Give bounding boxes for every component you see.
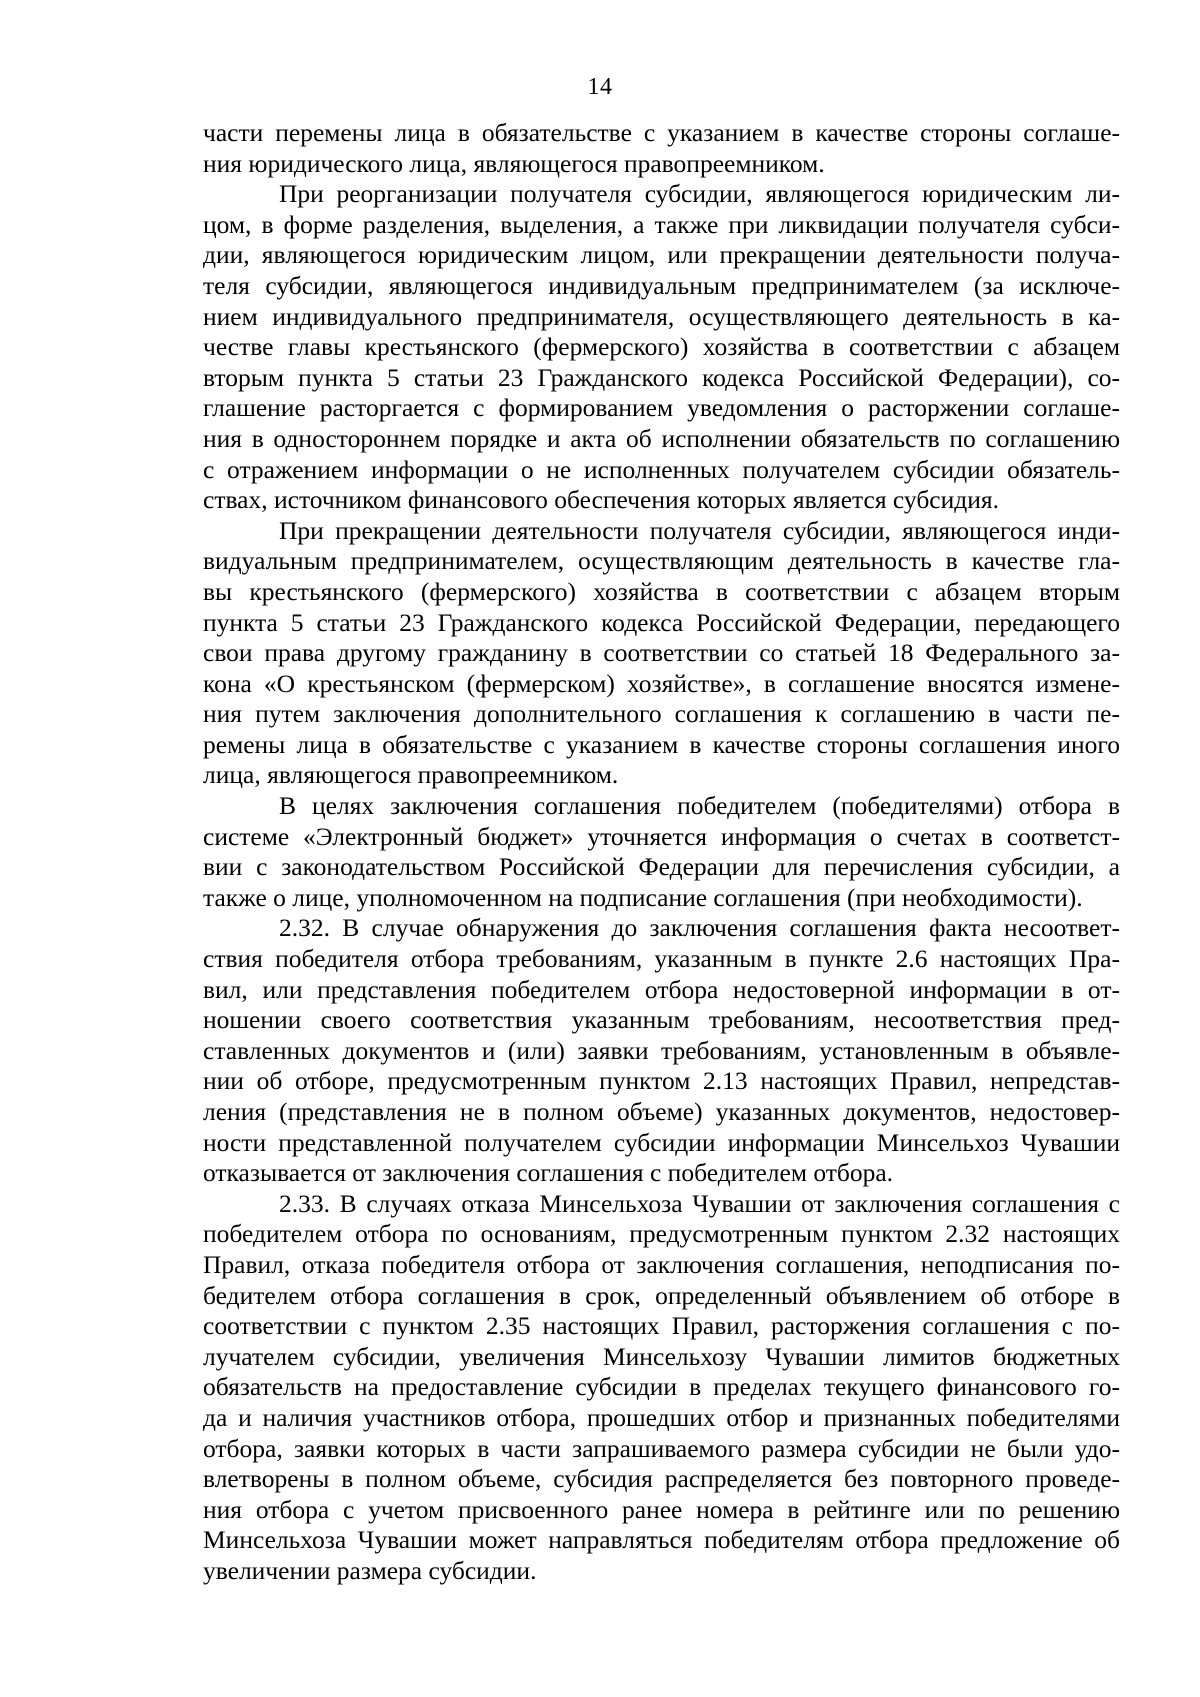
text-line: вии с законодательством Российской Федерации для перечисления субсидии, а xyxy=(203,852,1120,882)
text-line: свои права другому гражданину в соответствии со статьей 18 Федерального за- xyxy=(203,638,1120,668)
text-line: вторым пункта 5 статьи 23 Гражданского кодекса Российской Федерации), со- xyxy=(203,362,1120,392)
text-line: соответствии с пунктом 2.35 настоящих Правил, расторжения соглашения с по- xyxy=(203,1311,1120,1341)
text-line: увеличении размера субсидии. xyxy=(203,1555,537,1585)
text-line: ствах, источником финансового обеспечения которых является субсидия. xyxy=(203,485,999,515)
text-line: бедителем отбора соглашения в срок, определенный объявлением об отборе в xyxy=(203,1280,1120,1310)
text-line: ния юридического лица, являющегося правопреемником. xyxy=(203,148,825,178)
text-line: отбора, заявки которых в части запрашиваемого размера субсидии не были удо- xyxy=(203,1433,1120,1463)
text-line: 2.33. В случаях отказа Минсельхоза Чувашии от заключения соглашения с xyxy=(279,1188,1120,1218)
text-line: Минсельхоза Чувашии может направляться победителям отбора предложение об xyxy=(203,1525,1120,1555)
text-line: ния отбора с учетом присвоенного ранее номера в рейтинге или по решению xyxy=(203,1494,1120,1524)
text-line: вил, или представления победителем отбора недостоверной информации в от- xyxy=(203,974,1120,1004)
text-line: ния путем заключения дополнительного соглашения к соглашению в части пе- xyxy=(203,699,1120,729)
text-line: ния в одностороннем порядке и акта об исполнении обязательств по соглашению xyxy=(203,423,1120,453)
text-line: Правил, отказа победителя отбора от заключения соглашения, неподписания по- xyxy=(203,1249,1120,1279)
text-line: обязательств на предоставление субсидии в пределах текущего финансового го- xyxy=(203,1372,1120,1402)
text-line: 2.32. В случае обнаружения до заключения соглашения факта несоответ- xyxy=(279,913,1120,943)
text-line: цом, в форме разделения, выделения, а также при ликвидации получателя субси- xyxy=(203,209,1120,239)
text-line: нии об отборе, предусмотренным пунктом 2.13 настоящих Правил, непредстав- xyxy=(203,1066,1120,1096)
text-line: нием индивидуального предпринимателя, осуществляющего деятельность в ка- xyxy=(203,301,1120,331)
text-line: При прекращении деятельности получателя субсидии, являющегося инди- xyxy=(279,515,1120,545)
text-line: При реорганизации получателя субсидии, являющегося юридическим ли- xyxy=(279,179,1120,209)
text-line: отказывается от заключения соглашения с победителем отбора. xyxy=(203,1158,894,1188)
text-line: честве главы крестьянского (фермерского) хозяйства в соответствии с абзацем xyxy=(203,332,1120,362)
text-line: глашение расторгается с формированием уведомления о расторжении соглаше- xyxy=(203,393,1120,423)
paragraph xyxy=(203,1189,1120,1587)
text-line: также о лице, уполномоченном на подписание соглашения (при необходимости). xyxy=(203,882,1083,912)
text-line: ремены лица в обязательстве с указанием в качестве стороны соглашения иного xyxy=(203,729,1120,759)
document-body xyxy=(203,118,1120,1587)
text-line: влетворены в полном объеме, субсидия распределяется без повторного проведе- xyxy=(203,1464,1120,1494)
paragraph xyxy=(203,179,1120,516)
paragraph xyxy=(203,118,1120,179)
paragraph xyxy=(203,791,1120,913)
page-number: 14 xyxy=(587,74,613,100)
text-line: пункта 5 статьи 23 Гражданского кодекса Российской Федерации, передающего xyxy=(203,607,1120,637)
text-line: системе «Электронный бюджет» уточняется информация о счетах в соответст- xyxy=(203,821,1120,851)
paragraph xyxy=(203,913,1120,1188)
text-line: ности представленной получателем субсидии информации Минсельхоз Чувашии xyxy=(203,1127,1120,1157)
paragraph xyxy=(203,516,1120,791)
text-line: ношении своего соответствия указанным требованиям, несоответствия пред- xyxy=(203,1005,1120,1035)
text-line: В целях заключения соглашения победителем (победителями) отбора в xyxy=(279,791,1120,821)
text-line: победителем отбора по основаниям, предусмотренным пунктом 2.32 настоящих xyxy=(203,1219,1120,1249)
text-line: дии, являющегося юридическим лицом, или прекращении деятельности получа- xyxy=(203,240,1120,270)
text-line: вы крестьянского (фермерского) хозяйства в соответствии с абзацем вторым xyxy=(203,576,1120,606)
text-line: ствия победителя отбора требованиям, указанным в пункте 2.6 настоящих Пра- xyxy=(203,944,1120,974)
text-line: кона «О крестьянском (фермерском) хозяйстве», в соглашение вносятся измене- xyxy=(203,668,1120,698)
text-line: ставленных документов и (или) заявки требованиям, установленным в объявле- xyxy=(203,1035,1120,1065)
text-line: да и наличия участников отбора, прошедших отбор и признанных победителями xyxy=(203,1402,1120,1432)
text-line: ления (представления не в полном объеме) указанных документов, недостовер- xyxy=(203,1097,1120,1126)
text-line: с отражением информации о не исполненных получателем субсидии обязатель- xyxy=(203,454,1120,484)
text-line: видуальным предпринимателем, осуществляющим деятельность в качестве гла- xyxy=(203,546,1120,576)
text-line: лучателем субсидии, увеличения Минсельхозу Чувашии лимитов бюджетных xyxy=(203,1341,1120,1371)
text-line: лица, являющегося правопреемником. xyxy=(203,760,619,790)
text-line: теля субсидии, являющегося индивидуальным предпринимателем (за исключе- xyxy=(203,270,1120,300)
text-line: части перемены лица в обязательстве с указанием в качестве стороны соглаше- xyxy=(203,118,1120,147)
